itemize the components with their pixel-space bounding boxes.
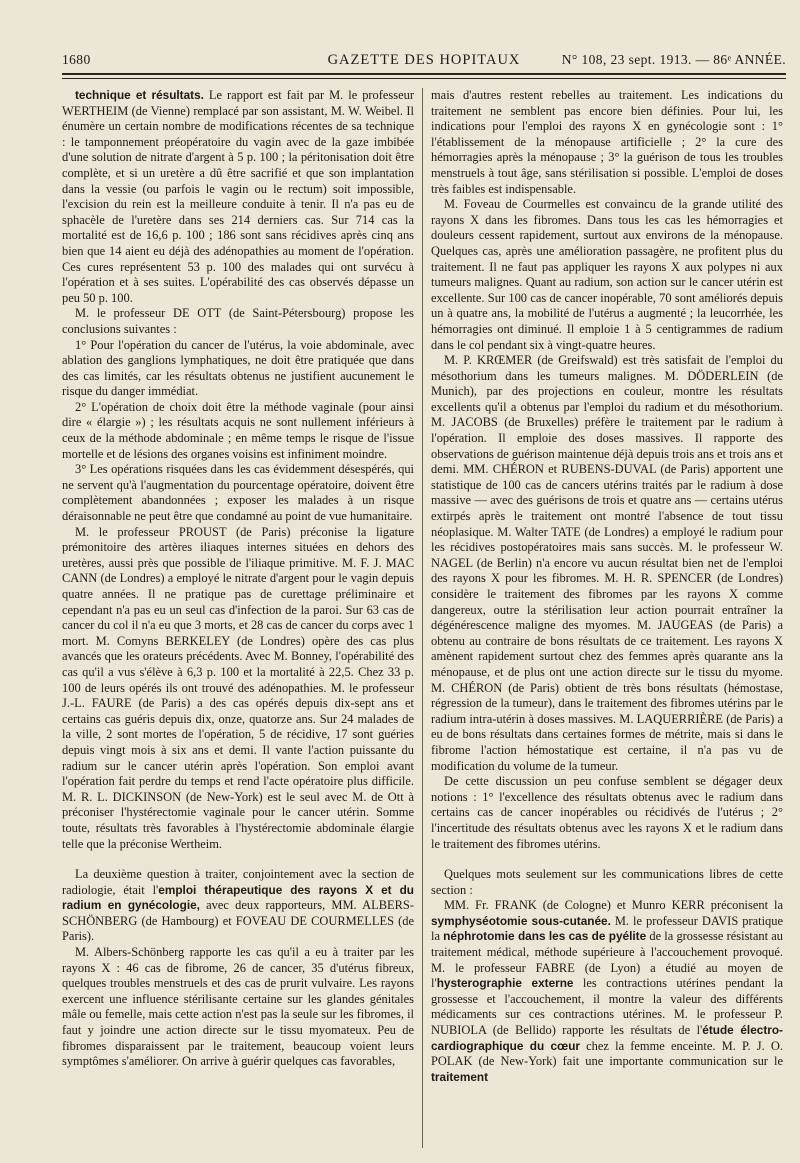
text-run: M. Foveau de Courmelles est convaincu de la grande utilité des rayons X dans les fibromes. Dans tous les cas les hémorragies et douleurs cessent rapidement, surtout aux environs de la ménopause. Quelques cas, après une amélioration passagère, ne profitent plus du traitement. Il ne faut pas appliquer les rayons X aux polypes ni aux tumeurs malignes. Quant au radium, son action sur le cancer utérin est excellente. Sur 100 cas de cancer inopérable, 70 sont améliorés depuis un à quatre ans, la mobilité de l'utérus a augmenté ; la leucorrhée, les hémorragies ont diminué. Il emploie 1 à 5 centigrammes de radium dans le col pendant six à vingt-quatre heures. [431,197,783,352]
paragraph-r3 [431,353,783,774]
left-column [62,88,414,1158]
paragraph-l5 [62,462,414,524]
paragraph-r6 [431,898,783,1085]
paragraph-l3 [62,338,414,400]
text-run: 2° L'opération de choix doit être la méthode vaginale (pour ainsi dire « élargie ») ; les résultats acquis ne sont nullement inférieurs à ceux de la méthode abdominale ; en même temps le risque de l'issue mortelle et de lésions des organes voisins est infiniment moindre. [62,399,414,461]
page-number: 1680 [62,52,91,67]
text-run: de la grossesse résistant au traitement médical, méthode supérieure à l'accouchement provoqué. M. le professeur FABRE (de Lyon) a étudié au moyen de l' [431,929,783,991]
text-run: les contractions utérines pendant la grossesse et l'accouchement, il montre la valeur des différents médicaments sur ces contractions utérines. M. le professeur P. NUBIOLA (de Bellido) rapporte les résultats de l' [431,976,783,1038]
text-run: M. Albers-Schönberg rapporte les cas qu'il a eu à traiter par les rayons X : 46 cas de fibrome, 26 de cancer, 35 d'utérus fibreux, quelques troubles menstruels et des cas de prurit vulvaire. Les rayons exercent une influence stérilisante certaine sur les glandes génitales mâle ou femelle, mais cette action n'est pas la seule sur les fibromes, il faut y joindre une action directe sur le tissu myomateux. Peu de fibromes disparaissent par le traitement, beaucoup voient leurs symptômes s'améliorer. On arrive à guérir quelques cas favorables, [62,945,414,1069]
paragraph-l2 [62,306,414,337]
right-column [431,88,783,1158]
column-divider [422,88,423,1148]
paragraph-r2 [431,197,783,353]
bold-phrase: néphrotomie dans les cas de pyélite [443,929,647,944]
page-header [62,50,786,72]
bold-phrase: emploi thérapeutique des rayons X et du radium en gynécologie, [62,882,414,913]
paragraph-r1 [431,88,783,197]
paragraph-l4 [62,400,414,462]
text-run: M. le professeur DAVIS pratique la [431,913,783,944]
text-run: 1° Pour l'opération du cancer de l'utérus, la voie abdominale, avec ablation des ganglions lymphatiques, ne doit être pratiquée que dans des cas limités, car les résultats obtenus ne justifient aucunement le risque du danger immédiat. [62,337,414,399]
bold-phrase: étude électro-cardiographique du cœur [431,1023,783,1053]
issue-info: N° 108, 23 sept. 1913. — 86ᵉ ANNÉE. [561,52,786,67]
text-run: mais d'autres restent rebelles au traitement. Les indications du traitement ne semblent pas encore bien définies. Pour lui, les indications pour l'emploi des rayons X en gynécologie sont : 1° l'établissement de la ménopause artificielle ; 2° la cure des hémorragies après la ménopause ; 3° la guérison de tous les troubles menstruels à tout âge, sans stérilisation si possible. L'emploi de doses très faibles est indispensable. [431,88,783,196]
text-run: chez la femme enceinte. M. P. J. O. POLAK (de New-York) fait une importante communication sur le [431,1038,783,1069]
text-run: De cette discussion un peu confuse semblent se dégager deux notions : 1° l'excellence des résultats obtenus avec le radium dans certains cas de cancer inopérables ou récidivés de l'utérus ; 2° l'incertitude des résultats obtenus avec les rayons X et le radium dans le traitement des fibromes utérins. [431,774,783,851]
bold-phrase: technique et résultats. [75,88,204,102]
paragraph-r4 [431,774,783,852]
paragraph-l1 [62,88,414,306]
bold-phrase: hysterographie externe [436,976,574,991]
header-rule-thick [62,73,786,75]
header-rule-thin [62,78,786,79]
text-run: Quelques mots seulement sur les communications libres de cette section : [431,867,783,897]
text-run: M. le professeur PROUST (de Paris) préconise la ligature prémonitoire des artères iliaques internes situées en dehors des uretères, aussi près que possible de l'iliaque primitive. M. F. J. MAC CANN (de Londres) a employé le nitrate d'argent pour le vagin depuis quatre années. Il ne pratique pas de curettage préliminaire et cependant n'a pas eu un seul cas d'infection de la paroi. Sur 63 cas de cancer du col il n'a eu que 3 morts, et 28 cas de cancer du corps avec 1 mort. M. Comyns BERKELEY (de Londres) opère des cas plus avancés que les orateurs précédents. Avec M. Bonney, l'opérabilité des cas qu'il a vus s'élève à 6,3 p. 100 et la mortalité à 22,5. Chez 33 p. 100 de leurs opérés ils ont trouvé des adénopathies. M. le professeur J.-L. FAURE (de Paris) a des cas opérés depuis dix-sept ans et certains cas guéris depuis dix, onze, quatorze ans. Sur 24 malades de la ville, 2 sont mortes de l'opération, 5 de récidive, 17 sont guéries depuis vingt mois à six ans et demi. Il vante l'action puissante du radium sur le cancer utérin après l'opération. Son emploi avant l'opération fait perdre du temps et rend l'acte opératoire plus difficile. M. R. L. DICKINSON (de New-York) est le seul avec M. de Ott à préconiser l'hystérectomie vaginale pour le cancer utérin. Somme toute, résultats très favorables à l'hystérectomie abdominale élargie telle que la préconise Wertheim. [62,524,414,851]
bold-phrase: symphyséotomie sous-cutanée. [431,913,611,928]
journal-title: GAZETTE DES HOPITAUX [327,52,521,68]
paragraph-l8 [62,945,414,1070]
text-run: La deuxième question à traiter, conjointement avec la section de radiologie, était l' [62,867,414,897]
text-run: M. P. KRŒMER (de Greifswald) est très satisfait de l'emploi du mésothorium dans les tumeurs malignes. M. DÖDERLEIN (de Munich), par des projections en couleur, montre les résultats excellents qu'il a obtenus par l'emploi du radium et du mésothorium. M. JACOBS (de Bruxelles) préfère le traitement par le radium à l'opération. Il emploie des doses massives. Il rapporte des observations de guérison maintenue déjà depuis trois ans et trois ans et demi. MM. CHÉRON et RUBENS-DUVAL (de Paris) apportent une statistique de 100 cas de cancers utérins traités par le radium à dose massive — avec des guérisons de trois et quatre ans — certains utérus extirpés après le traitement ont montré l'absence de tout tissu néoplasique. M. Walter TATE (de Londres) a employé le radium pour les récidives postopératoires mais sans succès. M. le professeur W. NAGEL (de Berlin) n'a encore vu aucun résultat bien net de l'emploi des rayons X pour les fibromes. M. H. R. SPENCER (de Londres) considère le traitement des fibromes par les rayons X comme dangereux, outre la stérilisation leur action pourrait entraîner la dégénérescence maligne des myomes. M. JAUGEAS (de Paris) a obtenu au contraire de bons résultats de ce traitement. Les rayons X amènent rapidement surtout chez des femmes après quarante ans la ménopause, et de plus ont une action directe sur le tissu du myome. M. CHÉRON (de Paris) obtient de très bons résultats (hémostase, régression de la tumeur), dans le traitement des fibromes utérins par le radium intra-utérin à doses massives. M. LAQUERRIÈRE (de Paris) a eu de bons résultats dans certaines formes de métrite, mais si dans le fibrome l'action hémostatique est certaine, il n'a pas vu de modification du volume de la tumeur. [431,353,783,773]
paragraph-l7 [62,867,414,945]
text-run: MM. Fr. FRANK (de Cologne) et Munro KERR préconisent la [444,898,783,913]
bold-phrase: traitement [431,1069,489,1084]
paragraph-l6 [62,525,414,852]
paragraph-r5 [431,867,783,898]
text-run: M. le professeur DE OTT (de Saint-Pétersbourg) propose les conclusions suivantes : [62,306,414,336]
text-run: Le rapport est fait par M. le professeur WERTHEIM (de Vienne) remplacé par son assistant, M. W. Weibel. Il énumère un certain nombre de modifications récentes de sa technique : le tamponnement préopératoire du vagin avec de la gaze imbibée d'une solution de nitrate d'argent à 5 p. 100 ; la péritonisation doit être complète, et si un uretère a dû être sacrifié et que son implantation dans la vessie (ou parfois le vagin ou le rectum) soit impossible, l'excision du rein est la meilleure conduite à tenir. Il n'a pas eu de sphacèle de l'uretère dans ses 214 derniers cas. Sur 714 cas la mortalité est de 16,6 p. 100 ; 186 sont sans récidives après cinq ans bien que 14 aient eu déjà des adénopathies au moment de l'opération. Ces cures représentent 53 p. 100 des malades qui ont survécu à l'opération et à ses suites. L'opérabilité des cas observés dépasse un peu 50 p. 100. [62,88,414,305]
text-run: 3° Les opérations risquées dans les cas évidemment désespérés, qui ne servent qu'à l'augmentation du pourcentage opératoire, doivent être complètement abandonnées ; exposer les malades à un risque déraisonnable ne peut être que condamné au point de vue humanitaire. [62,462,414,524]
text-run: avec deux rapporteurs, MM. ALBERS-SCHÖNBERG (de Hambourg) et FOVEAU DE COURMELLES (de Paris). [62,898,414,944]
